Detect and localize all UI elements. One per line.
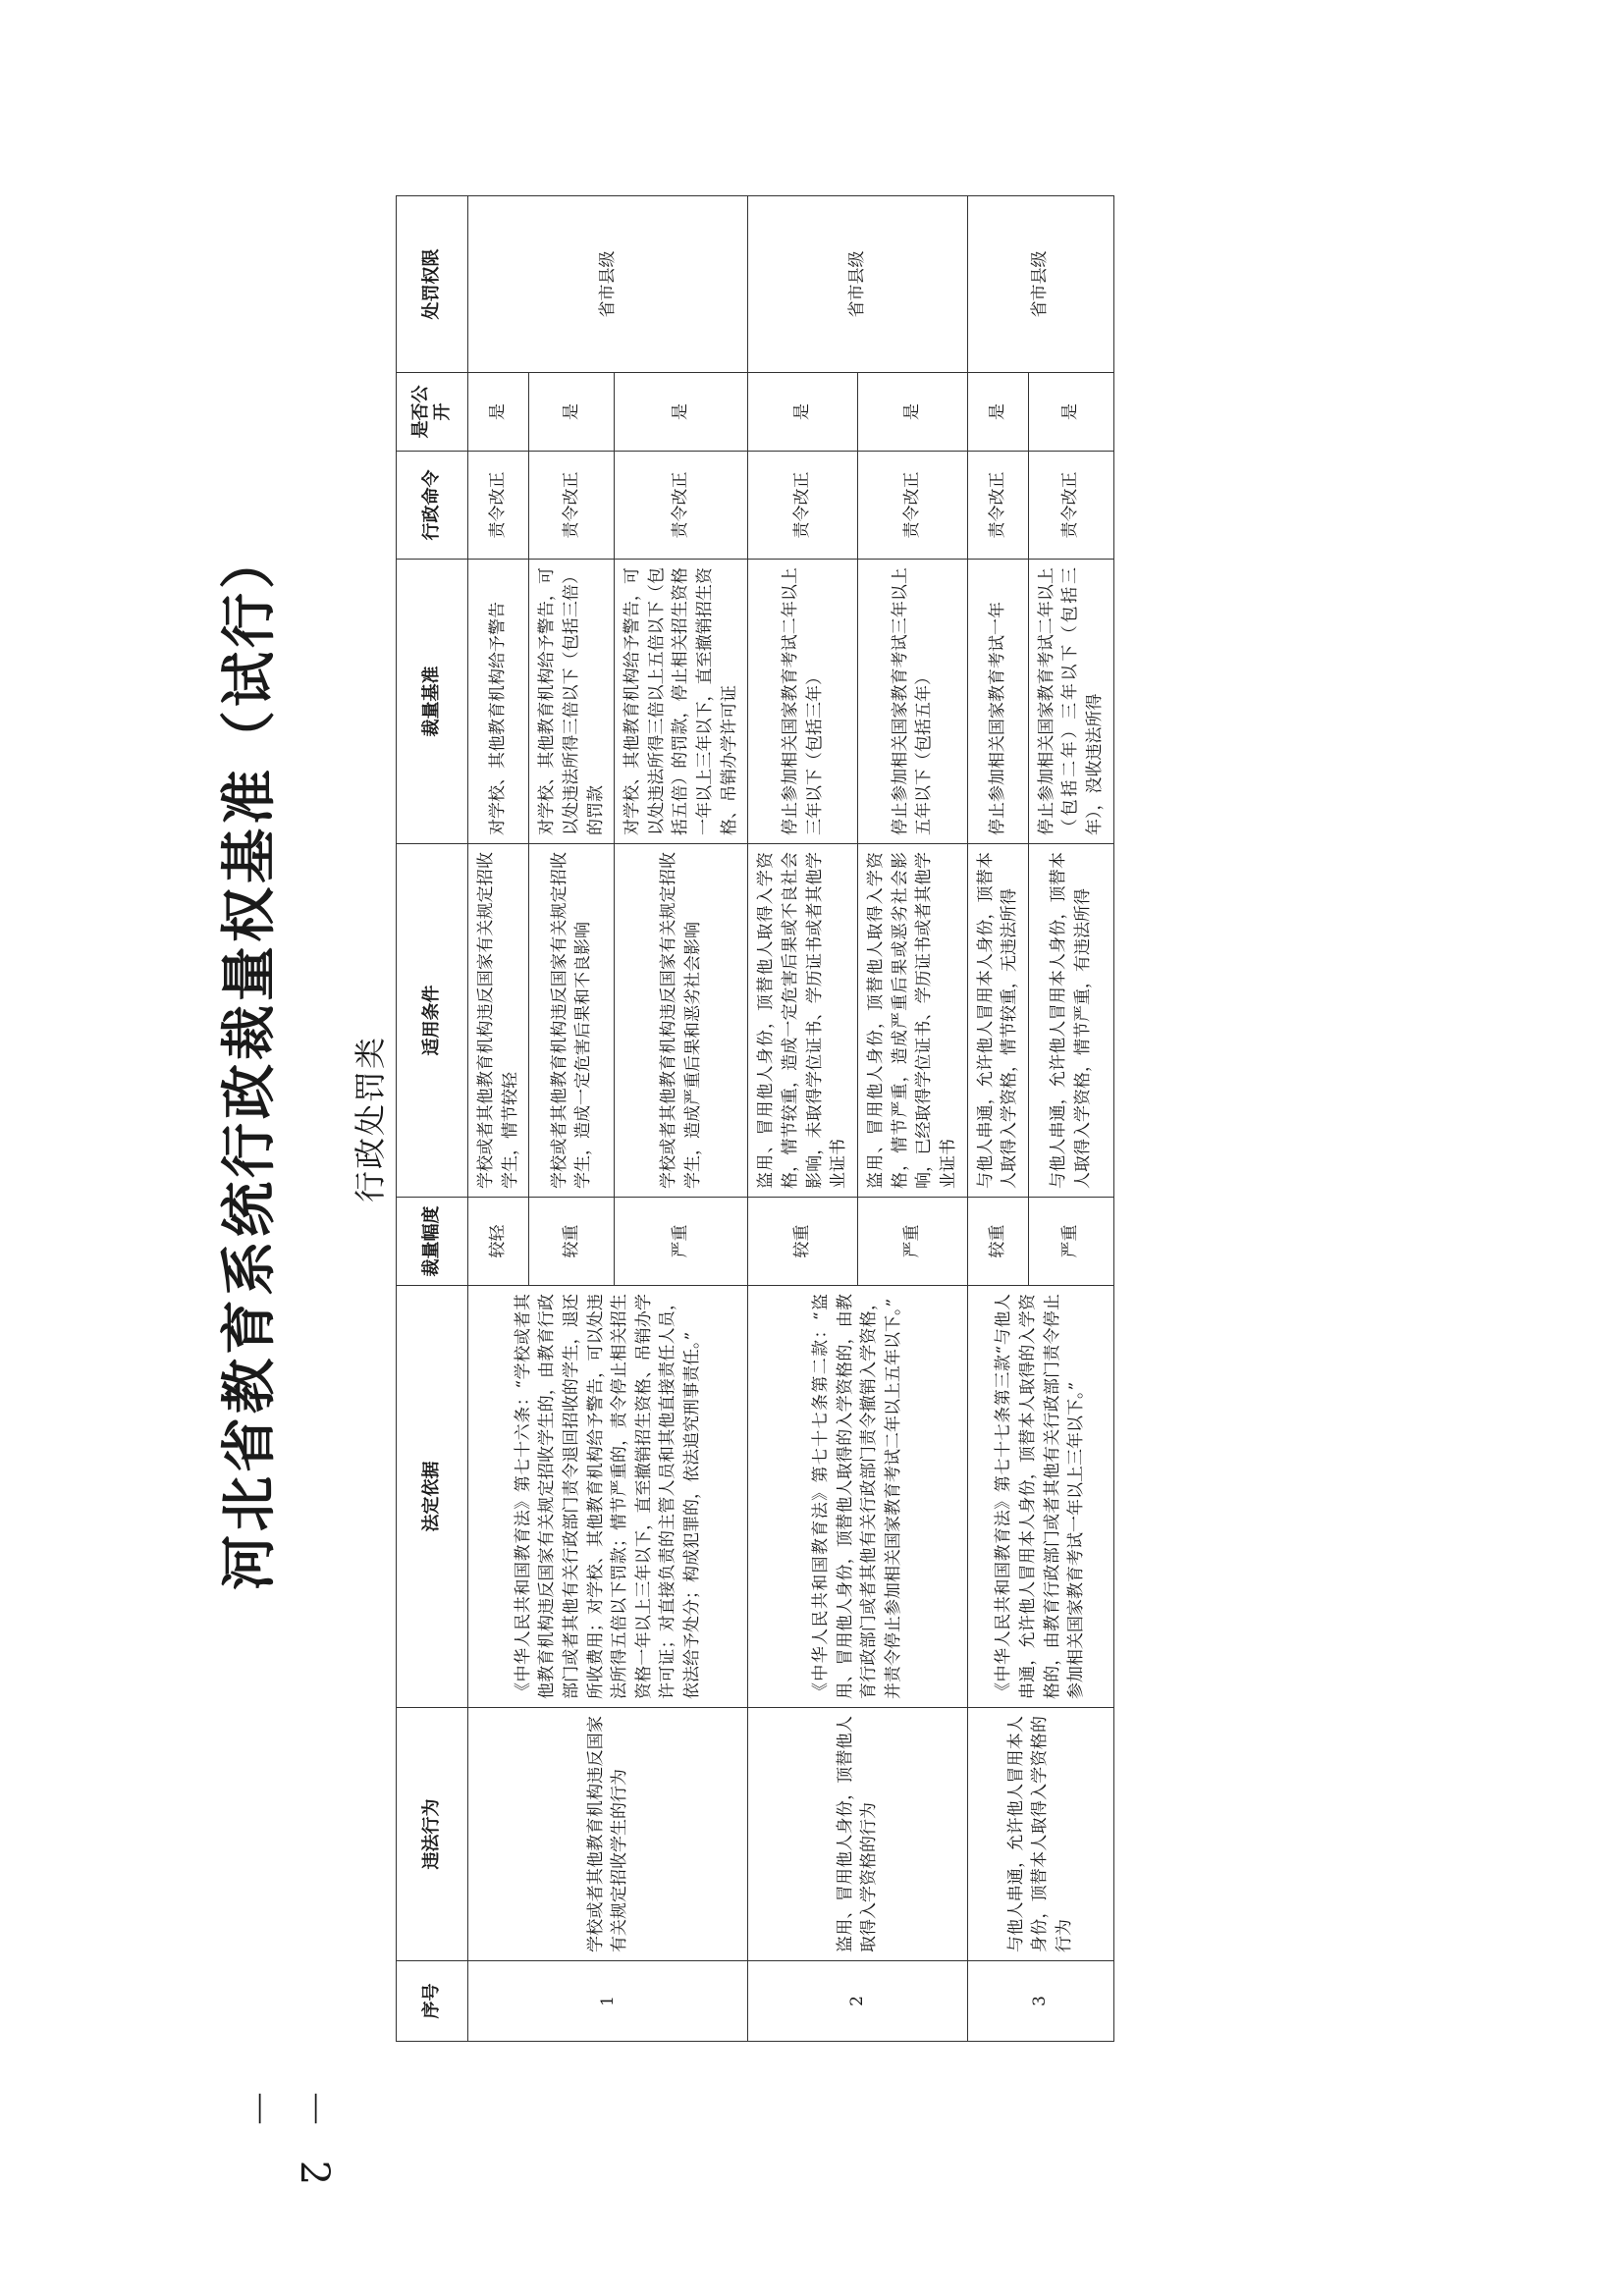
page-number bbox=[236, 2089, 337, 2246]
table-row bbox=[748, 196, 858, 2042]
cell-legal-basis: 《中华人民共和国教育法》第七十六条：“学校或者其他教育机构违反国家有关规定招收学生的，由教育行政部门或者其他有关行政部门责令退回招收的学生，退还所收费用；对学校、其他教育机构给予警告，可以处违法所得五倍以下罚款；情节严重的，责令停止相关招生资格一年以上三年以下，直至撤销招生资格、吊销办学许可证；对直接负责的主管人员和其他直接责任人员，依法给予处分；构成犯罪的，依法追究刑事责任。” bbox=[468, 1286, 748, 1708]
cell-condition: 学校或者其他教育机构违反国家有关规定招收学生，造成严重后果和恶劣社会影响 bbox=[615, 844, 748, 1198]
page-number-text: － 2 － bbox=[236, 2089, 337, 2196]
table-header-row bbox=[397, 196, 468, 2042]
cell-condition: 学校或者其他教育机构违反国家有关规定招收学生，造成一定危害后果和不良影响 bbox=[529, 844, 615, 1198]
cell-range: 较重 bbox=[967, 1198, 1028, 1286]
cell-standard: 停止参加相关国家教育考试三年以上五年以下（包括五年） bbox=[857, 560, 967, 844]
cell-violation: 学校或者其他教育机构违反国家有关规定招收学生的行为 bbox=[468, 1708, 748, 1961]
cell-range: 较轻 bbox=[468, 1198, 529, 1286]
cell-order: 责令改正 bbox=[615, 452, 748, 560]
cell-public: 是 bbox=[468, 373, 529, 452]
cell-order: 责令改正 bbox=[748, 452, 858, 560]
table-row bbox=[468, 196, 529, 2042]
cell-public: 是 bbox=[857, 373, 967, 452]
cell-order: 责令改正 bbox=[1028, 452, 1113, 560]
cell-authority: 省市县级 bbox=[468, 196, 748, 373]
cell-violation: 与他人串通，允许他人冒用本人身份，顶替本人取得入学资格的行为 bbox=[967, 1708, 1113, 1961]
cell-order: 责令改正 bbox=[468, 452, 529, 560]
cell-violation: 盗用、冒用他人身份，顶替他人取得入学资格的行为 bbox=[748, 1708, 967, 1961]
table-row bbox=[967, 196, 1028, 2042]
cell-range: 严重 bbox=[615, 1198, 748, 1286]
header-violation: 违法行为 bbox=[397, 1708, 468, 1961]
cell-public: 是 bbox=[748, 373, 858, 452]
cell-condition: 与他人串通，允许他人冒用本人身份，顶替本人取得入学资格，情节较重，无违法所得 bbox=[967, 844, 1028, 1198]
cell-standard: 对学校、其他教育机构给予警告 bbox=[468, 560, 529, 844]
header-public: 是否公开 bbox=[397, 373, 468, 452]
cell-range: 较重 bbox=[529, 1198, 615, 1286]
section-label: 行政处罚类 bbox=[352, 1036, 389, 1203]
header-condition: 适用条件 bbox=[397, 844, 468, 1198]
cell-authority: 省市县级 bbox=[748, 196, 967, 373]
header-range: 裁量幅度 bbox=[397, 1198, 468, 1286]
cell-condition: 盗用、冒用他人身份，顶替他人取得入学资格，情节较重，造成一定危害后果或不良社会影响，未取得学位证书、学历证书或者其他学业证书 bbox=[748, 844, 858, 1198]
cell-authority: 省市县级 bbox=[967, 196, 1113, 373]
cell-range: 严重 bbox=[1028, 1198, 1113, 1286]
cell-legal-basis: 《中华人民共和国教育法》第七十七条第二款：“盗用、冒用他人身份，顶替他人取得的入学资格的，由教育行政部门或者其他有关行政部门责令撤销入学资格，并责令停止参加相关国家教育考试二年以上五年以下。” bbox=[748, 1286, 967, 1708]
cell-seq: 2 bbox=[748, 1961, 967, 2042]
header-seq: 序号 bbox=[397, 1961, 468, 2042]
cell-order: 责令改正 bbox=[857, 452, 967, 560]
cell-public: 是 bbox=[1028, 373, 1113, 452]
cell-public: 是 bbox=[967, 373, 1028, 452]
cell-legal-basis: 《中华人民共和国教育法》第七十七条第三款“与他人串通，允许他人冒用本人身份，顶替本人取得的入学资格的，由教育行政部门或者其他有关行政部门责令停止参加相关国家教育考试一年以上三年以下。” bbox=[967, 1286, 1113, 1708]
cell-standard: 停止参加相关国家教育考试二年以上（包括二年）三年以下（包括三年），没收违法所得 bbox=[1028, 560, 1113, 844]
cell-standard: 对学校、其他教育机构给予警告，可以处违法所得三倍以下（包括三倍）的罚款 bbox=[529, 560, 615, 844]
cell-order: 责令改正 bbox=[967, 452, 1028, 560]
cell-public: 是 bbox=[529, 373, 615, 452]
document-title: 河北省教育系统行政裁量权基准（试行） bbox=[217, 530, 282, 1590]
cell-public: 是 bbox=[615, 373, 748, 452]
cell-range: 较重 bbox=[748, 1198, 858, 1286]
cell-standard: 停止参加相关国家教育考试二年以上三年以下（包括三年） bbox=[748, 560, 858, 844]
penalty-standards-table bbox=[396, 195, 1114, 2042]
cell-condition: 盗用、冒用他人身份，顶替他人取得入学资格，情节严重，造成严重后果或恶劣社会影响，已经取得学位证书、学历证书或者其他学业证书 bbox=[857, 844, 967, 1198]
cell-order: 责令改正 bbox=[529, 452, 615, 560]
cell-seq: 1 bbox=[468, 1961, 748, 2042]
header-order: 行政命令 bbox=[397, 452, 468, 560]
cell-range: 严重 bbox=[857, 1198, 967, 1286]
cell-standard: 停止参加相关国家教育考试一年 bbox=[967, 560, 1028, 844]
cell-seq: 3 bbox=[967, 1961, 1113, 2042]
header-authority: 处罚权限 bbox=[397, 196, 468, 373]
cell-standard: 对学校、其他教育机构给予警告，可以处违法所得三倍以上五倍以下（包括五倍）的罚款，停止相关招生资格一年以上三年以下，直至撤销招生资格、吊销办学许可证 bbox=[615, 560, 748, 844]
cell-condition: 与他人串通，允许他人冒用本人身份，顶替本人取得入学资格，情节严重，有违法所得 bbox=[1028, 844, 1113, 1198]
penalty-table-container bbox=[341, 196, 1352, 2042]
header-standard: 裁量基准 bbox=[397, 560, 468, 844]
cell-condition: 学校或者其他教育机构违反国家有关规定招收学生，情节较轻 bbox=[468, 844, 529, 1198]
header-legal-basis: 法定依据 bbox=[397, 1286, 468, 1708]
